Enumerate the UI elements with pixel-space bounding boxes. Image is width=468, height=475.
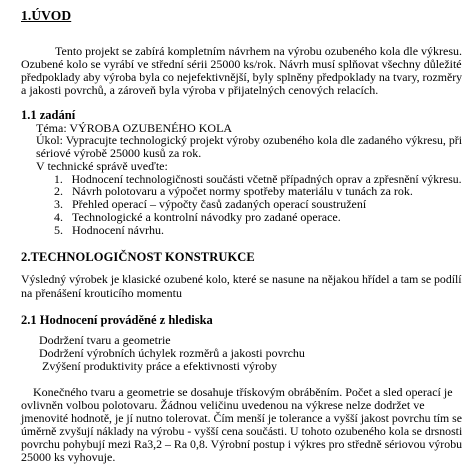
- paragraph-line: 25000 ks vyhovuje.: [21, 450, 116, 464]
- list-item: 4. Technologické a kontrolní návodky pro zadané operace.: [54, 210, 341, 224]
- paragraph-line: úměrně zvyšují náklady na výrobu - vyšší cena součásti. U tohoto ozubeného kola se drsnosti: [21, 424, 463, 438]
- criteria-item: Dodržení výrobních úchylek rozměrů a jakosti povrchu: [39, 346, 305, 360]
- list-item: 3. Přehled operací – výpočty časů zadaných operací soustružení: [54, 197, 367, 211]
- list-item: 2. Návrh polotovaru a výpočet normy spotřeby materiálu v tunách za rok.: [54, 184, 413, 198]
- heading-hodnoceni: 2.1 Hodnocení prováděné z hlediska: [21, 313, 213, 327]
- ukol-line: Úkol: Vypracujte technologický projekt výroby ozubeného kola dle zadaného výkresu, při: [36, 133, 462, 147]
- paragraph-line: ovlivněn volbou polotovaru. Žádnou veličinu uvedenou na výkrese nelze dodržet ve: [21, 398, 425, 412]
- paragraph-line: Konečného tvaru a geometrie se dosahuje třískovým obráběním. Počet a sled operací je: [33, 385, 453, 399]
- tema-line: Téma: VÝROBA OZUBENÉHO KOLA: [36, 121, 233, 135]
- list-item-text: Hodnocení návrhu.: [72, 223, 164, 237]
- paragraph-line: jmenovité hodnotě, je jí nutno tolerovat. Čím menší je tolerance a vyšší jakost povrchu tím se: [21, 411, 462, 425]
- heading-zadani: 1.1 zadání: [21, 108, 76, 122]
- paragraph-line: předpoklady aby výroba byla co nejefektivnější, byly splněny předpoklady na tvary, rozměry: [21, 70, 463, 84]
- heading-uvod: 1.ÚVOD: [21, 8, 72, 23]
- paragraph-line: povrchu pohybují mezi Ra3,2 – Ra 0,8. Výrobní postup i výkres pro středně sériovou výrobu: [21, 437, 463, 451]
- paragraph-line: Tento projekt se zabírá kompletním návrhem na výrobu ozubeného kola dle výkresu.: [55, 44, 463, 58]
- ukol-line: sériové výrobě 25000 kusů za rok.: [36, 146, 202, 160]
- paragraph-line: Ozubené kolo se vyrábí ve střední sérii 25000 ks/rok. Návrh musí splňovat všechny důležité: [21, 57, 462, 71]
- paragraph-line: na přenášení krouticího momentu: [21, 286, 182, 300]
- criteria-item: Zvýšení produktivity práce a efektivnosti výroby: [42, 359, 277, 373]
- paragraph-line: Výsledný výrobek je klasické ozubené kolo, které se nasune na nějakou hřídel a tam se podílí: [21, 272, 462, 286]
- paragraph-line: a jakosti povrchů, a zároveň byla výroba v přijatelných cenových relacích.: [21, 83, 379, 97]
- heading-technologicnost: 2.TECHNOLOGIČNOST KONSTRUKCE: [21, 250, 255, 264]
- list-item-text: Technologické a kontrolní návodky pro zadané operace.: [72, 210, 341, 224]
- list-intro: V technické správě uveďte:: [36, 159, 168, 173]
- list-item-text: Návrh polotovaru a výpočet normy spotřeby materiálu v tunách za rok.: [72, 184, 413, 198]
- list-item: 5. Hodnocení návrhu.: [54, 223, 164, 237]
- criteria-item: Dodržení tvaru a geometrie: [39, 333, 171, 347]
- list-item: 1. Hodnocení technologičnosti součásti včetně případných oprav a zpřesnění výkresu.: [54, 172, 462, 186]
- list-item-text: Přehled operací – výpočty časů zadaných operací soustružení: [72, 197, 367, 211]
- list-item-text: Hodnocení technologičnosti součásti včetně případných oprav a zpřesnění výkresu.: [71, 172, 462, 186]
